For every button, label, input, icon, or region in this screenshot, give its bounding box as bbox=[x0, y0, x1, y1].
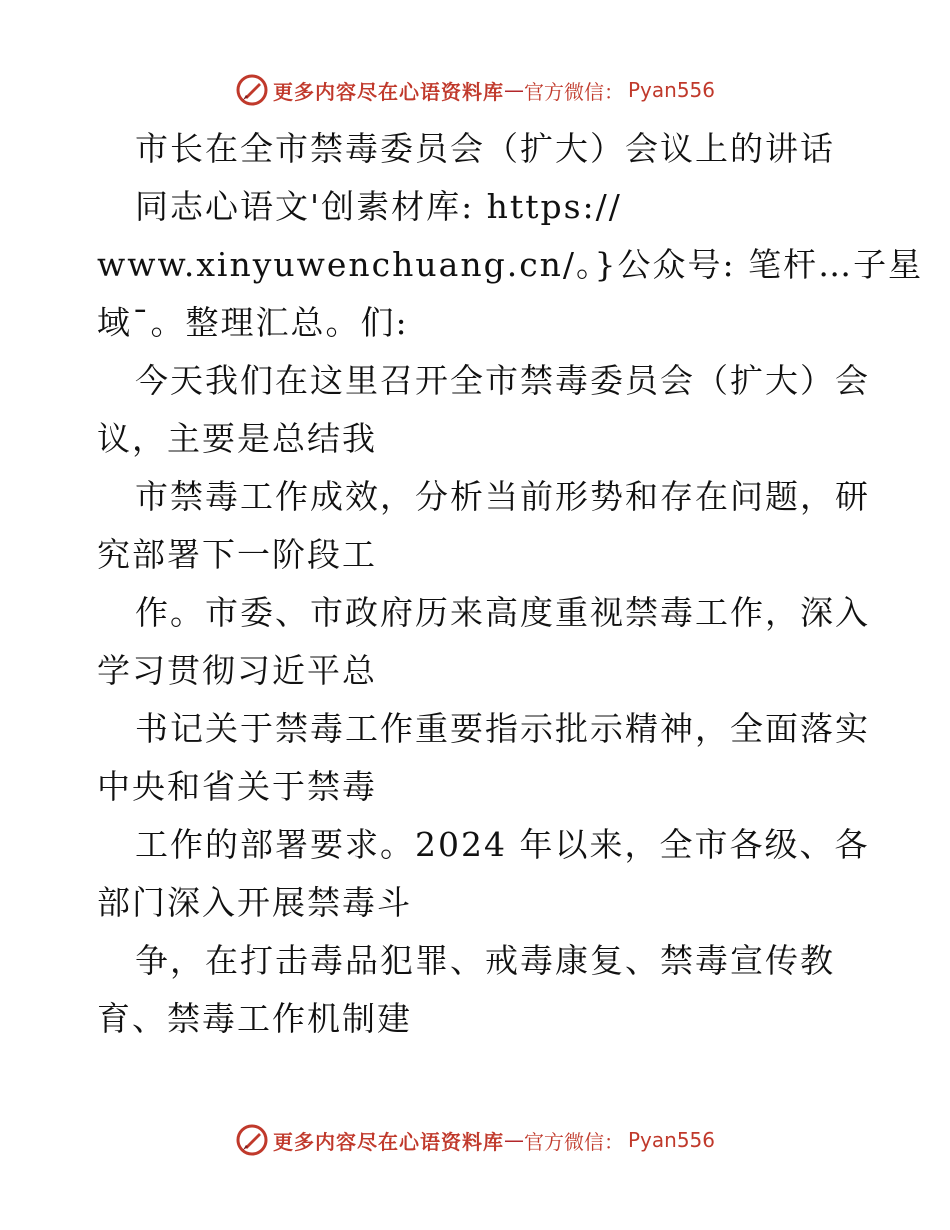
banner-dash: — bbox=[503, 78, 524, 102]
quill-pen-logo-icon bbox=[235, 73, 269, 107]
banner-brand-text: 更多内容尽在心语资料库 bbox=[272, 1129, 504, 1154]
text-line: 究部署下一阶段工 bbox=[97, 535, 377, 574]
text-line: 部门深入开展禁毒斗 bbox=[97, 883, 412, 922]
document-title: 市长在全市禁毒委员会（扩大）会议上的讲话 bbox=[135, 129, 835, 168]
text-line: 同志心语文'创素材库: https:// bbox=[135, 187, 622, 226]
banner-brand-text: 更多内容尽在心语资料库 bbox=[272, 79, 504, 104]
banner-wechat-label: 官方微信： bbox=[523, 1129, 624, 1154]
text-line: 育、禁毒工作机制建 bbox=[97, 999, 412, 1038]
text-line: 作。市委、市政府历来高度重视禁毒工作，深入 bbox=[135, 593, 870, 632]
text-line: 今天我们在这里召开全市禁毒委员会（扩大）会 bbox=[135, 361, 870, 400]
header-watermark-banner bbox=[0, 70, 950, 110]
text-line: 中央和省关于禁毒 bbox=[97, 767, 377, 806]
text-line: 争，在打击毒品犯罪、戒毒康复、禁毒宣传教 bbox=[135, 941, 835, 980]
text-line: 域¯。整理汇总。们: bbox=[97, 303, 409, 342]
document-body bbox=[97, 120, 924, 1048]
banner-dash: — bbox=[503, 1128, 524, 1152]
text-line: 书记关于禁毒工作重要指示批示精神，全面落实 bbox=[135, 709, 870, 748]
text-line: 议，主要是总结我 bbox=[97, 419, 377, 458]
footer-watermark-banner bbox=[0, 1120, 950, 1160]
banner-wechat-id: Pyan556 bbox=[627, 78, 715, 102]
banner-wechat-label: 官方微信： bbox=[523, 79, 624, 104]
text-line: 工作的部署要求。2024 年以来，全市各级、各 bbox=[135, 825, 870, 864]
text-line: www.xinyuwenchuang.cn/。}公众号: 笔杆…子星 bbox=[97, 245, 924, 284]
quill-pen-logo-icon bbox=[235, 1123, 269, 1157]
banner-wechat-id: Pyan556 bbox=[627, 1128, 715, 1152]
text-line: 市禁毒工作成效，分析当前形势和存在问题，研 bbox=[135, 477, 870, 516]
text-line: 学习贯彻习近平总 bbox=[97, 651, 377, 690]
